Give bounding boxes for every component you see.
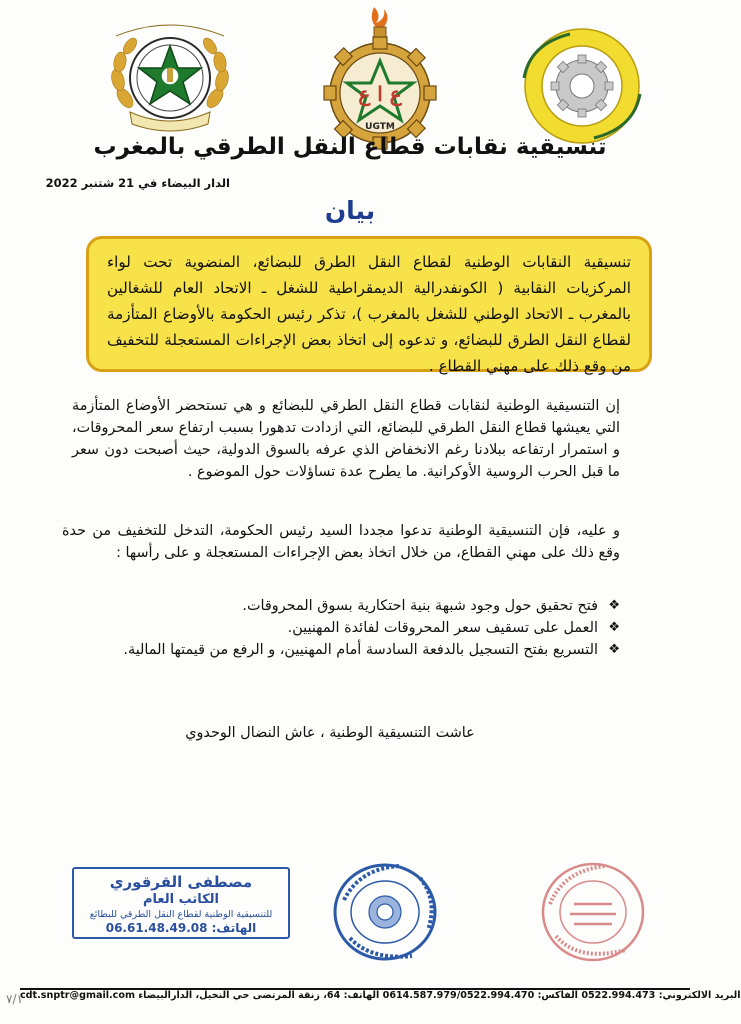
demand-item (80, 617, 620, 639)
signature-stamp (72, 867, 290, 939)
stamp-org-line: للتنسيقية الوطنية لقطاع النقل الطرقي للبطائع (89, 909, 273, 920)
document-date: الدار البيضاء في 21 شتنبر 2022 (45, 176, 230, 190)
demand-item (80, 595, 620, 617)
union-nationale-logo (100, 20, 240, 140)
summary-box (86, 236, 652, 375)
ugtm-logo (310, 5, 450, 150)
stamp-phone-line: الهاتف: 06.61.48.49.08 (105, 921, 257, 935)
demand-text: فتح تحقيق حول وجود شبهة بنية احتكارية بسوق المحروقات. (242, 598, 598, 614)
svg-text:UGTM: UGTM (365, 122, 395, 132)
demand-item (80, 639, 620, 661)
statement-heading: بيان (324, 196, 376, 225)
demand-text: العمل على تسقيف سعر المحروقات لفائدة المهنيين. (287, 620, 598, 636)
svg-text:ع ا ع: ع ا ع (358, 82, 402, 106)
diamond-bullet-icon: ❖ (608, 598, 620, 613)
cdt-logo (510, 26, 655, 146)
summary-text: تنسيقية النقابات الوطنية لقطاع النقل الطرق للبضائع، المنضوية تحت لواء المركزيات النقابية ( الكونفدرالية الديمقراطية للشغل ـ الاتحاد العام للشغالين بالمغرب ـ الاتحاد الوطني للشغل بالمغرب )، تذكر رئيس الحكومة بالأوضاع المتأزمة لقطاع النقل الطرق للبضائع، و تدعوه إلى اتخاذ بعض الإجراءات المستعجلة للتخفيف من وقع ذلك على مهني القطاع . (107, 253, 631, 375)
cdt-round-stamp (538, 860, 648, 965)
stamp-name-line: مصطفى القرقوري (109, 873, 253, 891)
union-round-stamp (330, 860, 440, 965)
footer-contact: cdt.snptr@gmail.com البريد الالكتروني: 0522.994.473 الفاكس: 0614.587.979/0522.994.470 الهاتف: 64، زنقة المرتضى حي النخيل، الدارالبيضاء (20, 990, 741, 1001)
demand-text: التسريع بفتح التسجيل بالدفعة السادسة أمام المهنيين، و الرفع من قيمتها المالية. (123, 642, 598, 658)
page-mark: ٧/١ (6, 992, 23, 1006)
diamond-bullet-icon: ❖ (608, 620, 620, 635)
closing-slogan: عاشت التنسيقية الوطنية ، عاش النضال الوحدوي (185, 725, 475, 741)
diamond-bullet-icon: ❖ (608, 642, 620, 657)
demands-list (80, 595, 620, 661)
stamp-role-line: الكاتب العام (142, 892, 220, 907)
paragraph-context: إن التنسيقية الوطنية لنقابات قطاع النقل الطرقي للبضائع و هي تستحضر الأوضاع المتأزمة التي يعيشها قطاع النقل الطرقي للبضائع، التي ازدادت تدهورا بسبب ارتفاع سعر المحروقات، و استمرار ارتفاعه ببلادنا رغم الانخفاض الذي عرفه بالسوق الدولية، حيث أصبحت دون سعر ما قبل الحرب الروسية الأوكرانية. ما يطرح عدة تساؤلات حول الموضوع . (72, 398, 620, 480)
paragraph-demand: و عليه، فإن التنسيقية الوطنية تدعوا مجددا السيد رئيس الحكومة، التدخل للتخفيف من حدة وقع ذلك على مهني القطاع، من خلال اتخاذ بعض الإجراءات المستعجلة و على رأسها : (62, 523, 620, 561)
document-title: تنسيقية نقابات قطاع النقل الطرقي بالمغرب (93, 134, 607, 160)
